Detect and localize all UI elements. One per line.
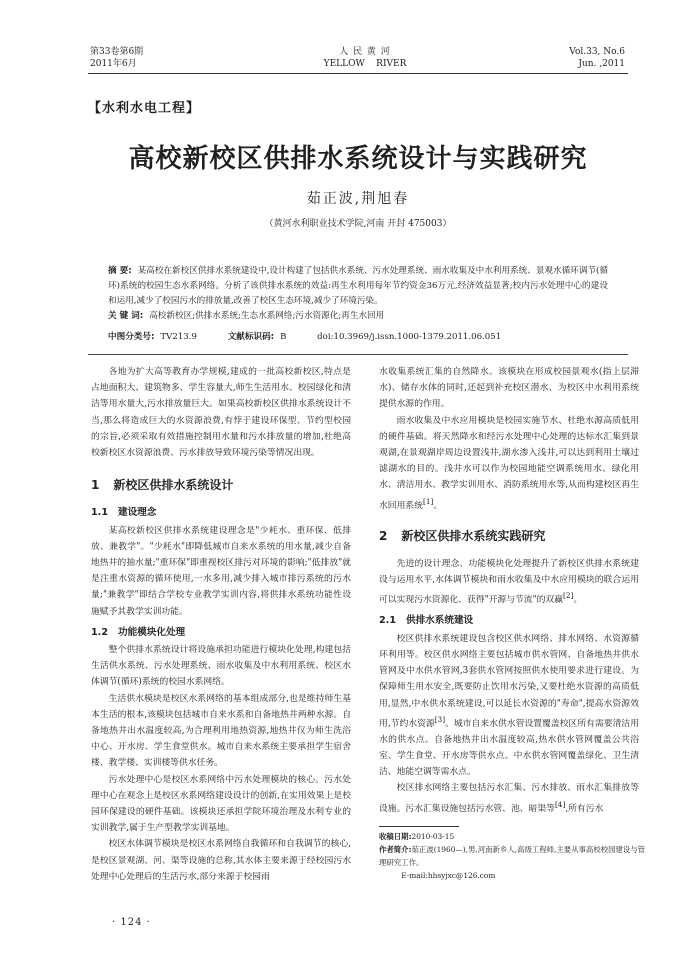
footnote-rule bbox=[379, 826, 459, 827]
footnote bbox=[379, 830, 651, 882]
citation-3: [3] bbox=[434, 714, 446, 724]
article-title: 高校新校区供排水系统设计与实践研究 bbox=[128, 144, 588, 174]
section-2-1-text-1: 校区供排水系统建设包含校区供水网络、排水网络、水资源循环利用等。校区供水网络主要包括城市供水管网、自备地热井供水管网及中水供水管网,3套供水管网按照供水使用要求进行建设。为保障师生用水安全,既要防止饮用水污染,又要杜绝水资源的高质低用,显然,中水供水系统建设,可以延长水资源的"寿命",提高水资源效用,节约水资源 bbox=[379, 633, 639, 729]
clc-label: 中图分类号: bbox=[108, 332, 155, 342]
section-2-heading bbox=[379, 528, 639, 544]
intro-paragraph: 各地为扩大高等教育办学规模,建成的一批高校新校区,特点是占地面积大、建筑物多、学生容量大,师生生活用水、校园绿化和清洁等用水量大,污水排放量巨大。如果高校新校区供排水系统设计不当,那么将造成巨大的水资源浪费,有悖于建设环保型、节约型校园的宗旨,必须采取有效措施控制用水量和污水排放量的增加,杜绝高校新校区水资源浪费、污水排放导致环境污染等情况出现。 bbox=[91, 367, 351, 459]
doc-code bbox=[228, 332, 287, 342]
section-1-2-paragraph-2: 生活供水模块是校区水系网络的基本组成部分,也是维持师生基本生活的根本,该模块包括城市自来水系和自备地热井两种水源。自备地热井出水温度较高,为合理利用地热资源,地热井仅为师生洗浴中心、开水房、学生食堂供水。城市自来水系统主要承担学生宿舍楼、教学楼、实训楼等供水任务。 bbox=[91, 693, 351, 769]
date-cn: 2011年6月 bbox=[90, 59, 137, 69]
doc-code-label: 文献标识码: bbox=[227, 332, 275, 342]
section-1-1-heading bbox=[91, 505, 351, 521]
right-column bbox=[379, 364, 639, 817]
section-2-title: 新校区供排水系统实践研究 bbox=[401, 528, 546, 543]
section-2-end: 。 bbox=[573, 595, 583, 606]
author-bio bbox=[379, 843, 651, 869]
doi: doi:10.3969/j.issn.1000-1379.2011.06.051 bbox=[317, 332, 502, 342]
running-header-center bbox=[300, 46, 430, 70]
section-1-2-paragraph-1: 整个供排水系统设计将设施承担功能进行模块化处理,构建包括生活供水系统、污水处理系统、雨水收集及中水利用系统、校区水体调节(循环)系统的校园水系网络。 bbox=[91, 645, 351, 688]
keywords-text: 高校新校区;供排水系统;生态水系网络;污水资源化;再生水回用 bbox=[149, 311, 385, 321]
journal-name-en: YELLOW RIVER bbox=[323, 59, 407, 69]
section-1-2-number: 1.2 bbox=[91, 626, 108, 638]
section-1-2-paragraph-3: 污水处理中心是校区水系网络中污水处理模块的核心。污水处理中心在观念上是校区水系网络建设设计的创新,在实用效果上是校园环保建设的硬件基础。该模块还承担学院环境治理及水利专业的实训教学,属于生产型教学实训基地。 bbox=[91, 774, 351, 834]
abstract-rule bbox=[88, 354, 628, 355]
abstract-label: 摘 要: bbox=[108, 266, 132, 276]
citation-2: [2] bbox=[563, 591, 574, 601]
page-number: · 124 · bbox=[112, 917, 151, 928]
clc bbox=[108, 332, 197, 342]
abstract-block bbox=[108, 264, 608, 324]
section-2-1-text-2: 校区排水网络主要包括污水汇集、污水排放、雨水汇集排放等设施。污水汇集设施包括污水管、池、暗渠等 bbox=[379, 783, 639, 814]
section-2-1-paragraph-2 bbox=[379, 780, 639, 816]
rainwater-text: 雨水收集及中水应用模块是校园实施节水、杜绝水源高质低用的硬件基础。将天然降水和经污水处理中心处理的达标水汇集到景观湖,在景观湖岸周边设置浅井,湖水渗入浅井,可以达到利用土壤过滤湖水的目的。浅井水可以作为校园地能空调系统用水、绿化用水、清洁用水、教学实训用水、消防系统用水等,从而构建校区再生水回用系统 bbox=[379, 415, 639, 511]
section-2-1-heading bbox=[379, 613, 639, 629]
header-rule bbox=[88, 73, 628, 74]
affiliation: （黄河水利职业技术学院,河南 开封 475003） bbox=[264, 219, 452, 229]
volume-issue-cn: 第33卷第6期 bbox=[90, 47, 144, 57]
author-email: E-mail:hhsyjxc@126.com bbox=[401, 871, 496, 880]
section-1-title: 新校区供排水系统设计 bbox=[113, 478, 234, 493]
keywords bbox=[108, 309, 608, 324]
section-2-1-text-1-end: 。城市自来水供水管设置覆盖校区所有需要清洁用水的供水点。自备地热井出水温度较高,热水供水管网覆盖公共浴室、学生食堂、开水房等供水点。中水供水管网覆盖绿化、卫生清洁、地能空调等需水点。 bbox=[379, 718, 639, 778]
section-tag: 【水利水电工程】 bbox=[88, 101, 201, 116]
section-1-heading bbox=[91, 477, 351, 493]
citation-1: [1] bbox=[423, 496, 434, 506]
classification-line bbox=[108, 330, 501, 342]
abstract bbox=[108, 264, 608, 309]
author-bio-text: 茹正波(1960—),男,河南新乡人,高级工程师,主要从事高校校园建设与管理研究工作。 bbox=[379, 845, 646, 867]
rainwater-end: 。 bbox=[433, 500, 443, 511]
running-header-right bbox=[569, 46, 625, 70]
rainwater-paragraph bbox=[379, 413, 639, 514]
section-2-1-paragraph-1 bbox=[379, 631, 639, 781]
section-2-paragraph bbox=[379, 556, 639, 609]
continued-paragraph: 水收集系统汇集的自然降水。该模块在形成校园景观水(指上层滞水)、储存水体的同时,还起到补充校区潜水、为校区中水利用系统提供水源的作用。 bbox=[379, 367, 639, 410]
volume-issue-en: Vol.33, No.6 bbox=[569, 47, 625, 57]
clc-value: TV213.9 bbox=[160, 332, 197, 342]
section-1-2-title: 功能模块化处理 bbox=[118, 626, 186, 638]
running-header-left bbox=[90, 46, 143, 70]
doc-code-value: B bbox=[280, 332, 287, 342]
left-column bbox=[91, 364, 351, 885]
keywords-label: 关 键 词: bbox=[108, 311, 144, 321]
section-1-2-heading bbox=[91, 625, 351, 641]
received-label: 收稿日期: bbox=[379, 832, 412, 841]
section-1-number: 1 bbox=[91, 478, 100, 493]
section-2-1-title: 供排水系统建设 bbox=[406, 615, 474, 627]
section-1-1-paragraph: 某高校新校区供排水系统建设理念是"少耗水、重环保、低排放、兼教学"。"少耗水"即降低城市自来水系统的用水量,减少自备地热井的抽水量;"重环保"即重视校区排污对环境的影响;"低排放"就是注重水资源的循环使用,一水多用,减少排入城市排污系统的污水量;"兼教学"即结合学校专业教学实训内容,将供排水系统功能性设施赋予其教学实训功能。 bbox=[91, 525, 351, 617]
authors: 茹正波,荆旭春 bbox=[306, 191, 410, 207]
author-bio-label: 作者简介: bbox=[379, 845, 412, 854]
received-date bbox=[379, 830, 651, 843]
section-2-1-text-2-end: ,所有污水 bbox=[565, 803, 604, 814]
section-1-1-number: 1.1 bbox=[91, 507, 108, 519]
citation-4: [4] bbox=[554, 799, 566, 809]
abstract-text: 某高校在新校区供排水系统建设中,设计构建了包括供水系统、污水处理系统、雨水收集及中水利用系统、景观水循环调节(循环)系统的校园生态水系网络。分析了该供排水系统的效益:再生水利用每年节约资金36万元,经济效益显著;校内污水处理中心的建设和运用,减少了校园污水的排放量,改善了校区生态环境,减少了环境污染。 bbox=[108, 266, 608, 306]
section-2-1-number: 2.1 bbox=[379, 615, 396, 627]
section-1-2-paragraph-4: 校区水体调节模块是校区水系网络自我循环和自我调节的核心,是校区景观湖、河、渠等设施的总称,其水体主要来源于经校园污水处理中心处理后的生活污水,部分来源于校园雨 bbox=[91, 839, 351, 882]
date-en: Jun. ,2011 bbox=[578, 59, 625, 69]
section-2-number: 2 bbox=[379, 528, 388, 543]
section-1-1-title: 建设理念 bbox=[118, 507, 157, 519]
section-2-text: 先进的设计理念、功能模块化处理提升了新校区供排水系统建设与运用水平,水体调节模块和雨水收集及中水应用模块的联合运用可以实现污水资源化、获得"开源与节流"的双赢 bbox=[379, 558, 639, 606]
journal-name-cn: 人 民 黄 河 bbox=[339, 47, 391, 57]
received-value: 2010-03-15 bbox=[411, 832, 455, 841]
